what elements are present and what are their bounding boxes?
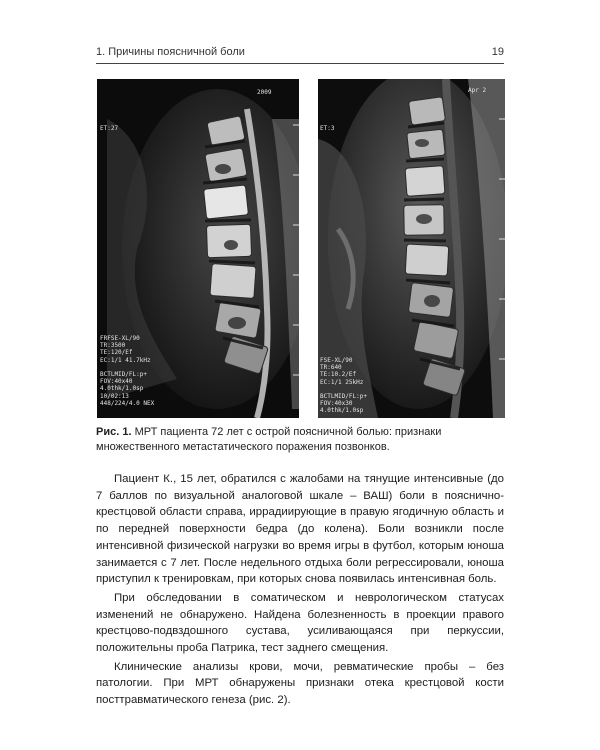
right-date-mark: Apr 2 (468, 87, 487, 94)
right-scan-params: FSE-XL/90 TR:640 TE:10.2/Ef EC:1/1 25kHz BCTLMID/FL:p+ FOV:40x30 4.0thk/1.0sp (320, 357, 367, 415)
caption-label: Рис. 1. (96, 426, 132, 438)
paragraph: Пациент К., 15 лет, обратился с жалобами на тянущие интенсивные (до 7 баллов по визуальной аналоговой шкале – ВАШ) боли в пояснично-крестцовой области справа, иррадиирующие в правую ягодичную область и по передней поверхности бедра (до колена). Боли возникли после интенсивной физической нагрузки во время игры в футбол, которым юноша занимается с 7 лет. После недельного отдыха боли регрессировали, юноша приступил к тренировкам, при которых снова появилась интенсивная боль. (96, 473, 504, 586)
running-header (96, 46, 504, 62)
body-text (96, 471, 504, 711)
left-date-mark: 2009 (257, 89, 272, 96)
header-rule (96, 63, 504, 64)
left-et-label: ET:27 (100, 125, 119, 132)
chapter-title: 1. Причины поясничной боли (96, 46, 245, 58)
caption-text: МРТ пациента 72 лет с острой поясничной болью: признаки множественного метастатического поражения позвонков. (96, 426, 442, 453)
figure-caption (96, 425, 504, 455)
mri-image-right (318, 79, 505, 418)
right-et-label: ET:3 (320, 125, 335, 132)
paragraph: При обследовании в соматическом и неврологическом статусах изменений не обнаружено. Найдена болезненность в проекции правого крестцово-подвздошного сустава, усиливающаяся при перкуссии, положительны проба Патрика, тест заднего смещения. (96, 591, 504, 655)
paragraph: Клинические анализы крови, мочи, ревматические пробы – без патологии. При МРТ обнаружены признаки отека крестцовой кости посттравматического генеза (рис. 2). (96, 660, 504, 707)
mri-image-left (97, 79, 299, 418)
left-scan-params: FRFSE-XL/90 TR:3500 TE:120/Ef EC:1/1 41.7kHz BCTLMID/FL:p+ FOV:40x40 4.0thk/1.0sp 10/02:13 448/224/4.0 NEX (100, 335, 155, 407)
page-number: 19 (491, 46, 504, 58)
